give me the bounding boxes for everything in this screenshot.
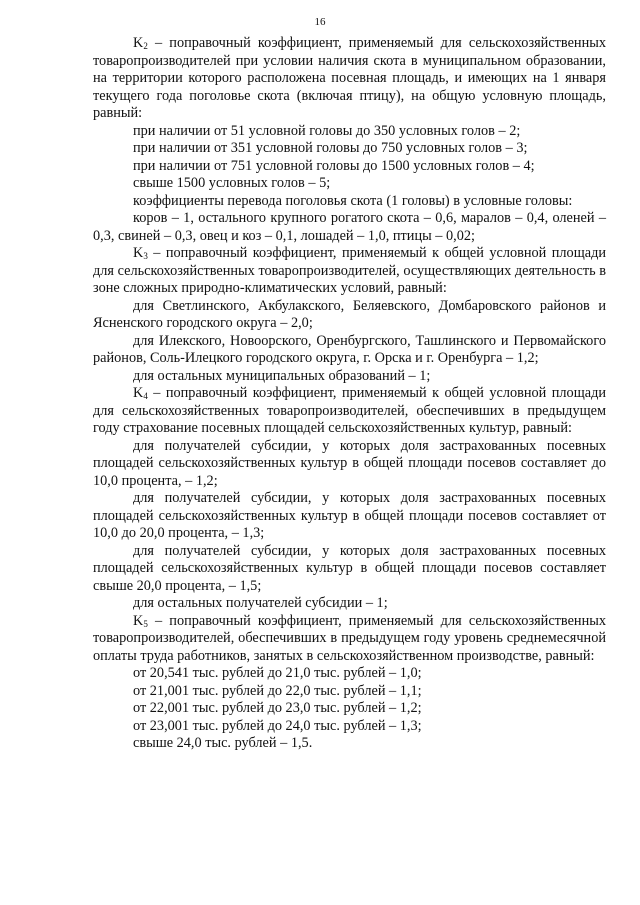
paragraph-text: от 20,541 тыс. рублей до 21,0 тыс. рублей – 1,0; [133,665,422,681]
paragraph-text: коэффициенты перевода поголовья скота (1 головы) в условные головы: [133,192,573,209]
paragraph-text: для получателей субсидии, у которых доля застрахованных посевных площадей сельскохозяйственных культур в общей площади посевов составляет свыше 20,0 процента, – 1,5; [93,542,606,594]
list-item [93,700,606,718]
coefficient-index: 4 [143,391,148,401]
paragraph [93,368,606,386]
page-number: 16 [314,16,326,28]
paragraph [93,245,606,298]
paragraph-text: для остальных получателей субсидии – 1; [133,595,388,611]
paragraph [93,193,606,211]
paragraph [93,333,606,368]
paragraph-text: для Светлинского, Акбулакского, Беляевского, Домбаровского районов и Ясненского городского округа – 2,0; [93,297,606,331]
paragraph [93,613,606,666]
paragraph [93,543,606,596]
list-item [93,158,606,176]
coefficient-symbol: K [133,385,144,401]
paragraph-text: от 23,001 тыс. рублей до 24,0 тыс. рублей – 1,3; [133,717,422,734]
paragraph-text: при наличии от 51 условной головы до 350 условных голов – 2; [133,122,521,139]
paragraph-text: – поправочный коэффициент, применяемый для сельскохозяйственных товаропроизводителей, обеспечивших в предыдущем году уровень среднемесячной оплаты труда работников, занятых в сельскохозяйственном производстве, равный: [93,612,606,664]
document-body [93,35,606,753]
paragraph [93,210,606,245]
paragraph-text: при наличии от 751 условной головы до 1500 условных голов – 4; [133,157,535,174]
paragraph-text: для остальных муниципальных образований – 1; [133,367,431,384]
paragraph-text: свыше 24,0 тыс. рублей – 1,5. [133,735,313,751]
list-item [93,718,606,736]
paragraph-text: – поправочный коэффициент, применяемый к общей условной площади для сельскохозяйственных товаропроизводителей, обеспечивших в предыдущем году страхование посевных площадей сельскохозяйственных культур, равный: [93,385,606,436]
paragraph-text: коров – 1, остального крупного рогатого скота – 0,6, маралов – 0,4, оленей – 0,3, свиней – 0,3, овец и коз – 0,1, лошадей – 1,0, птицы – 0,02; [93,210,606,244]
paragraph [93,490,606,543]
paragraph-text: от 21,001 тыс. рублей до 22,0 тыс. рублей – 1,1; [133,682,422,699]
list-item [93,175,606,193]
paragraph-text: для получателей субсидии, у которых доля застрахованных посевных площадей сельскохозяйственных культур в общей площади посевов составляет от 10,0 до 20,0 процента, – 1,3; [93,490,606,541]
coefficient-index: 2 [143,41,148,51]
paragraph [93,385,606,438]
paragraph [93,438,606,491]
paragraph [93,35,606,123]
paragraph-text: свыше 1500 условных голов – 5; [133,175,331,191]
list-item [93,123,606,141]
paragraph-text: для Илекского, Новоорского, Оренбургского, Ташлинского и Первомайского районов, Соль-Илецкого городского округа, г. Орска и г. Оренбурга – 1,2; [93,332,606,366]
paragraph-text: для получателей субсидии, у которых доля застрахованных посевных площадей сельскохозяйственных культур в общей площади посевов составляет до 10,0 процента, – 1,2; [93,437,606,489]
paragraph-text: при наличии от 351 условной головы до 750 условных голов – 3; [133,140,528,156]
coefficient-symbol: K [133,245,144,261]
paragraph-text: – поправочный коэффициент, применяемый к общей условной площади для сельскохозяйственных товаропроизводителей, осуществляющих деятельность в зоне сложных природно-климатических условий, равный: [93,245,606,296]
paragraph-text: – поправочный коэффициент, применяемый для сельскохозяйственных товаропроизводителей при условии наличия скота в муниципальном образовании, на территории которого расположена посевная площадь, и имеющих на 1 января текущего года поголовье скота (включая птицу), на общую условную площадь, равный: [93,35,606,121]
list-item [93,665,606,683]
list-item [93,140,606,158]
paragraph-text: от 22,001 тыс. рублей до 23,0 тыс. рублей – 1,2; [133,700,422,716]
coefficient-symbol: K [133,612,144,629]
coefficient-index: 3 [143,251,148,261]
coefficient-symbol: K [133,35,144,51]
coefficient-index: 5 [143,618,148,629]
list-item [93,683,606,701]
paragraph [93,298,606,333]
paragraph [93,595,606,613]
list-item [93,735,606,753]
